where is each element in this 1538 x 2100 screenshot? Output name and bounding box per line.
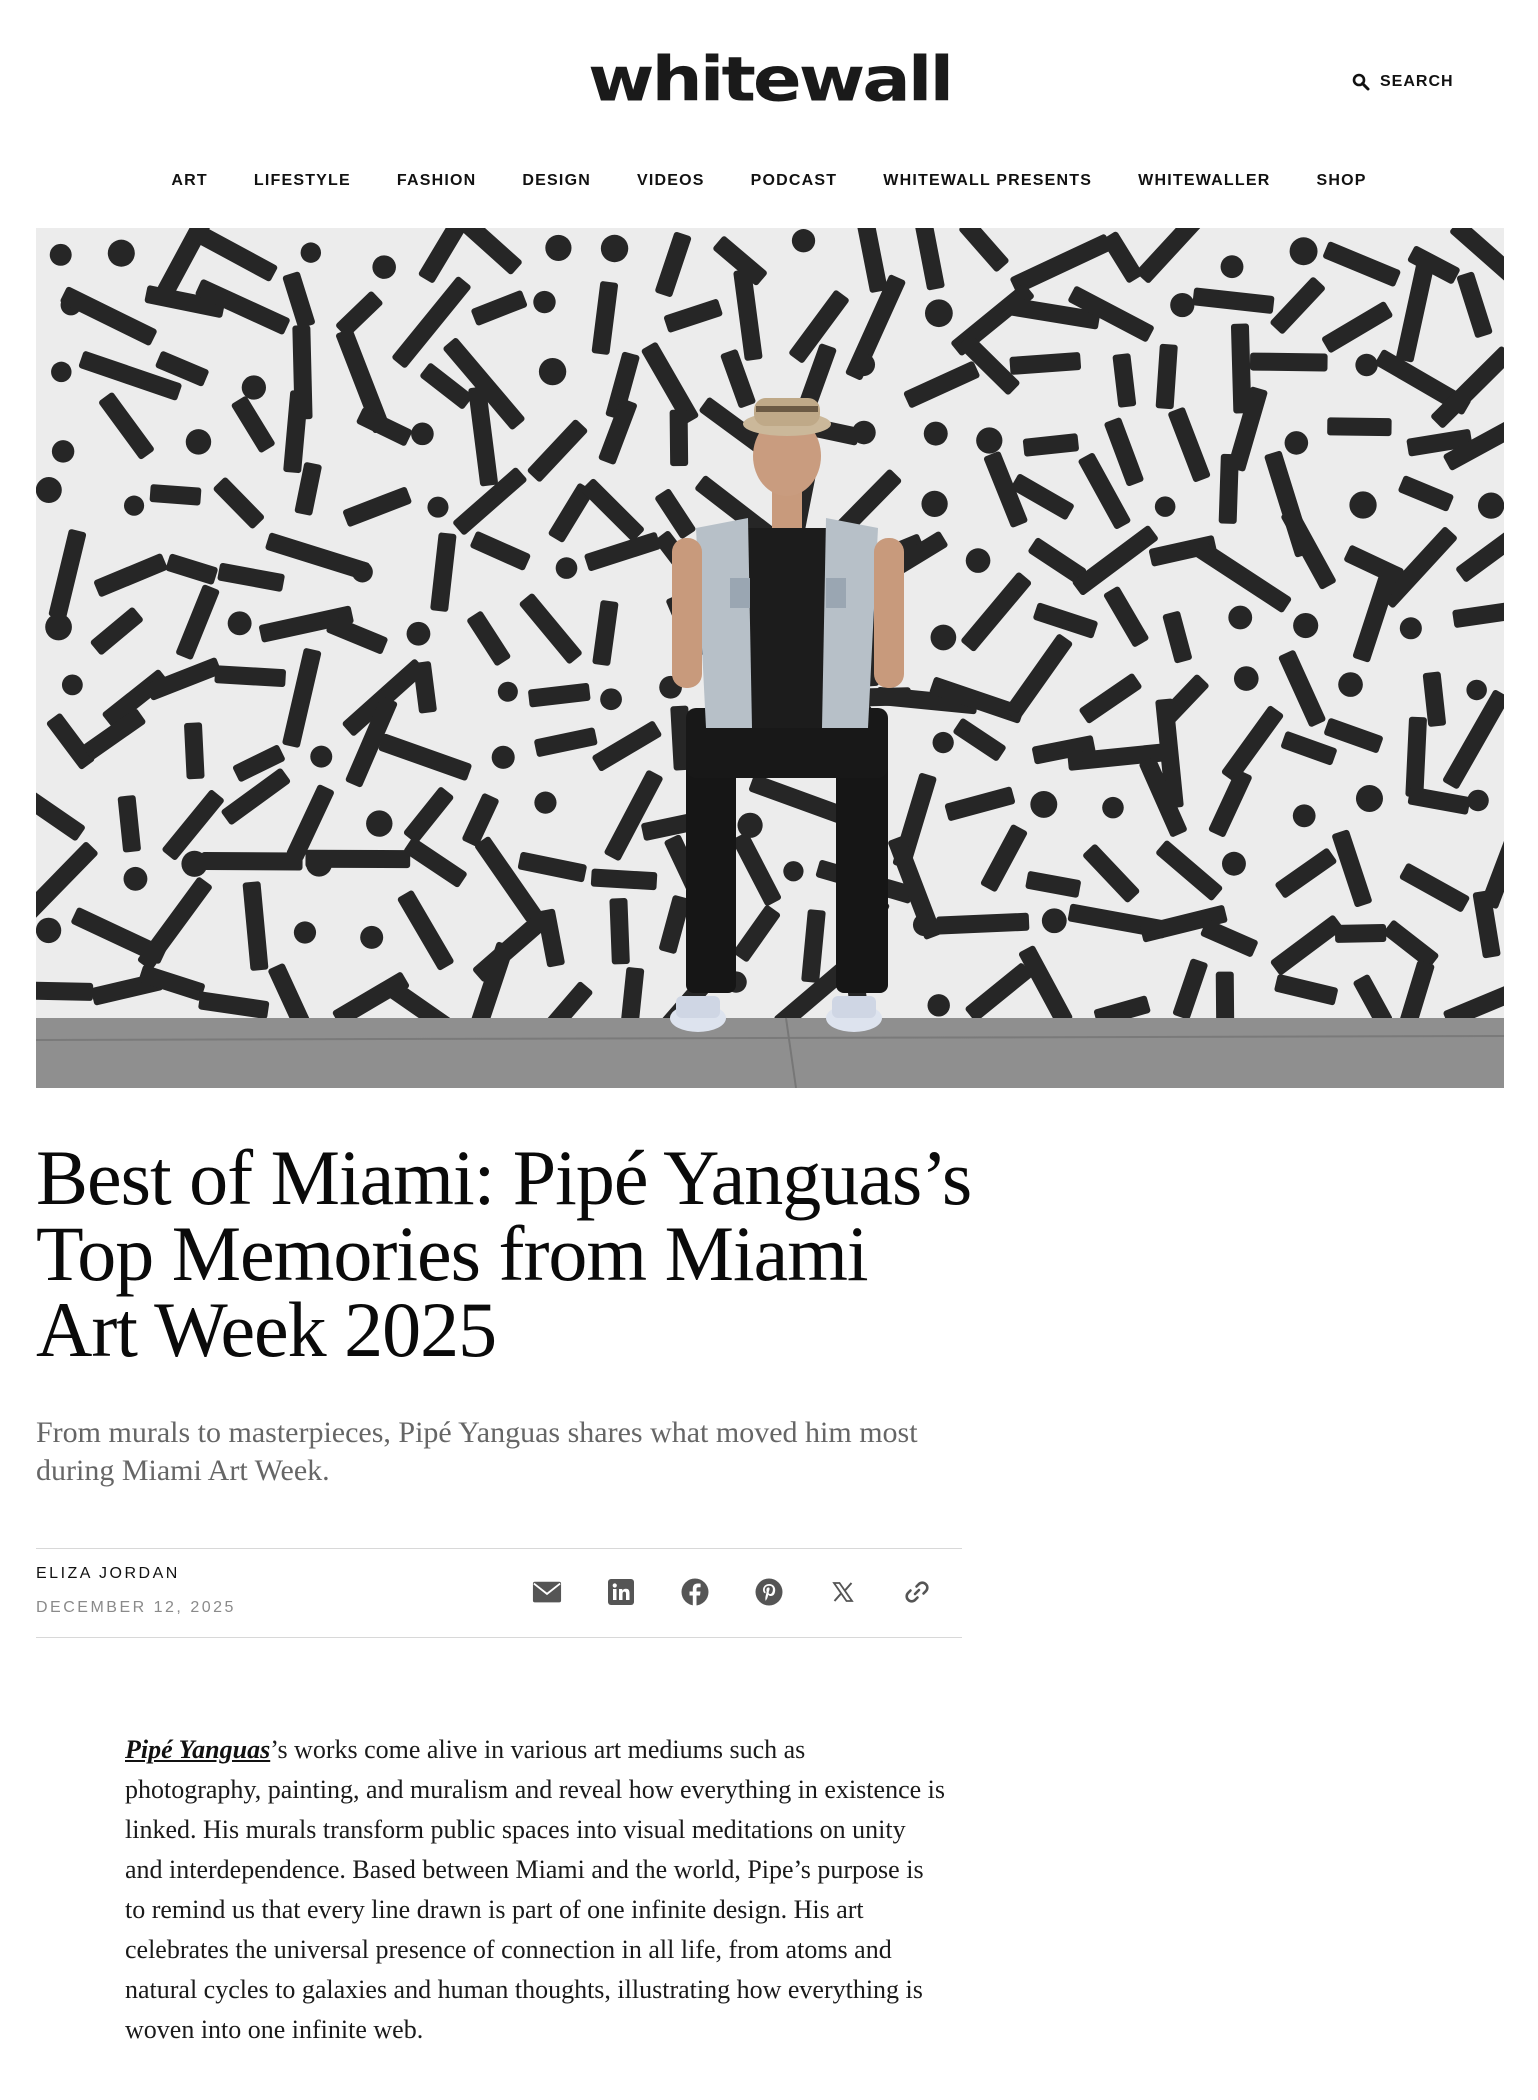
share-toolbar bbox=[532, 1577, 932, 1607]
nav-item-art[interactable]: ART bbox=[171, 172, 208, 189]
body-text: ’s works come alive in various art mediums such as photography, painting, and muralism and reveal how everything in existence is linked. His murals transform public spaces into visual meditations on unity and interdependence. Based between Miami and the world, Pipe’s purpose is to remind us that every line drawn is part of one infinite design. His art celebrates the universal presence of connection in all life, from atoms and natural cycles to galaxies and human thoughts, illustrating how everything is woven into one infinite web. bbox=[125, 1735, 945, 2044]
search-label: SEARCH bbox=[1380, 73, 1454, 90]
link-icon[interactable] bbox=[902, 1577, 932, 1607]
publish-date: DECEMBER 12, 2025 bbox=[36, 1599, 236, 1616]
article-dek: From murals to masterpieces, Pipé Yanguas shares what moved him most during Miami Art Week. bbox=[36, 1416, 918, 1487]
site-header bbox=[0, 0, 1538, 150]
nav-item-design[interactable]: DESIGN bbox=[522, 172, 591, 189]
article-title: Best of Miami: Pipé Yanguas’s Top Memories from Miami Art Week 2025 bbox=[36, 1134, 972, 1373]
main-nav bbox=[0, 172, 1538, 190]
hero-image bbox=[36, 228, 1504, 1088]
byline-bar bbox=[36, 1548, 962, 1638]
pinterest-icon[interactable] bbox=[754, 1577, 784, 1607]
author-name[interactable]: ELIZA JORDAN bbox=[36, 1565, 180, 1582]
search-button[interactable] bbox=[1352, 70, 1454, 94]
x-icon[interactable] bbox=[828, 1577, 858, 1607]
linkedin-icon[interactable] bbox=[606, 1577, 636, 1607]
nav-item-lifestyle[interactable]: LIFESTYLE bbox=[253, 172, 351, 189]
nav-item-whitewaller[interactable]: WHITEWALLER bbox=[1138, 172, 1271, 189]
article-body-paragraph bbox=[125, 1730, 945, 2050]
nav-item-shop[interactable]: SHOP bbox=[1316, 172, 1367, 189]
mural-photo bbox=[36, 228, 1504, 1088]
artist-link[interactable]: Pipé Yanguas bbox=[125, 1735, 271, 1764]
site-logo[interactable]: whitewall bbox=[588, 43, 952, 115]
search-icon bbox=[1352, 73, 1370, 91]
nav-item-fashion[interactable]: FASHION bbox=[396, 172, 477, 189]
email-icon[interactable] bbox=[532, 1577, 562, 1607]
nav-item-whitewall-presents[interactable]: WHITEWALL PRESENTS bbox=[883, 172, 1093, 189]
facebook-icon[interactable] bbox=[680, 1577, 710, 1607]
nav-item-podcast[interactable]: PODCAST bbox=[750, 172, 838, 189]
nav-item-videos[interactable]: VIDEOS bbox=[636, 172, 705, 189]
